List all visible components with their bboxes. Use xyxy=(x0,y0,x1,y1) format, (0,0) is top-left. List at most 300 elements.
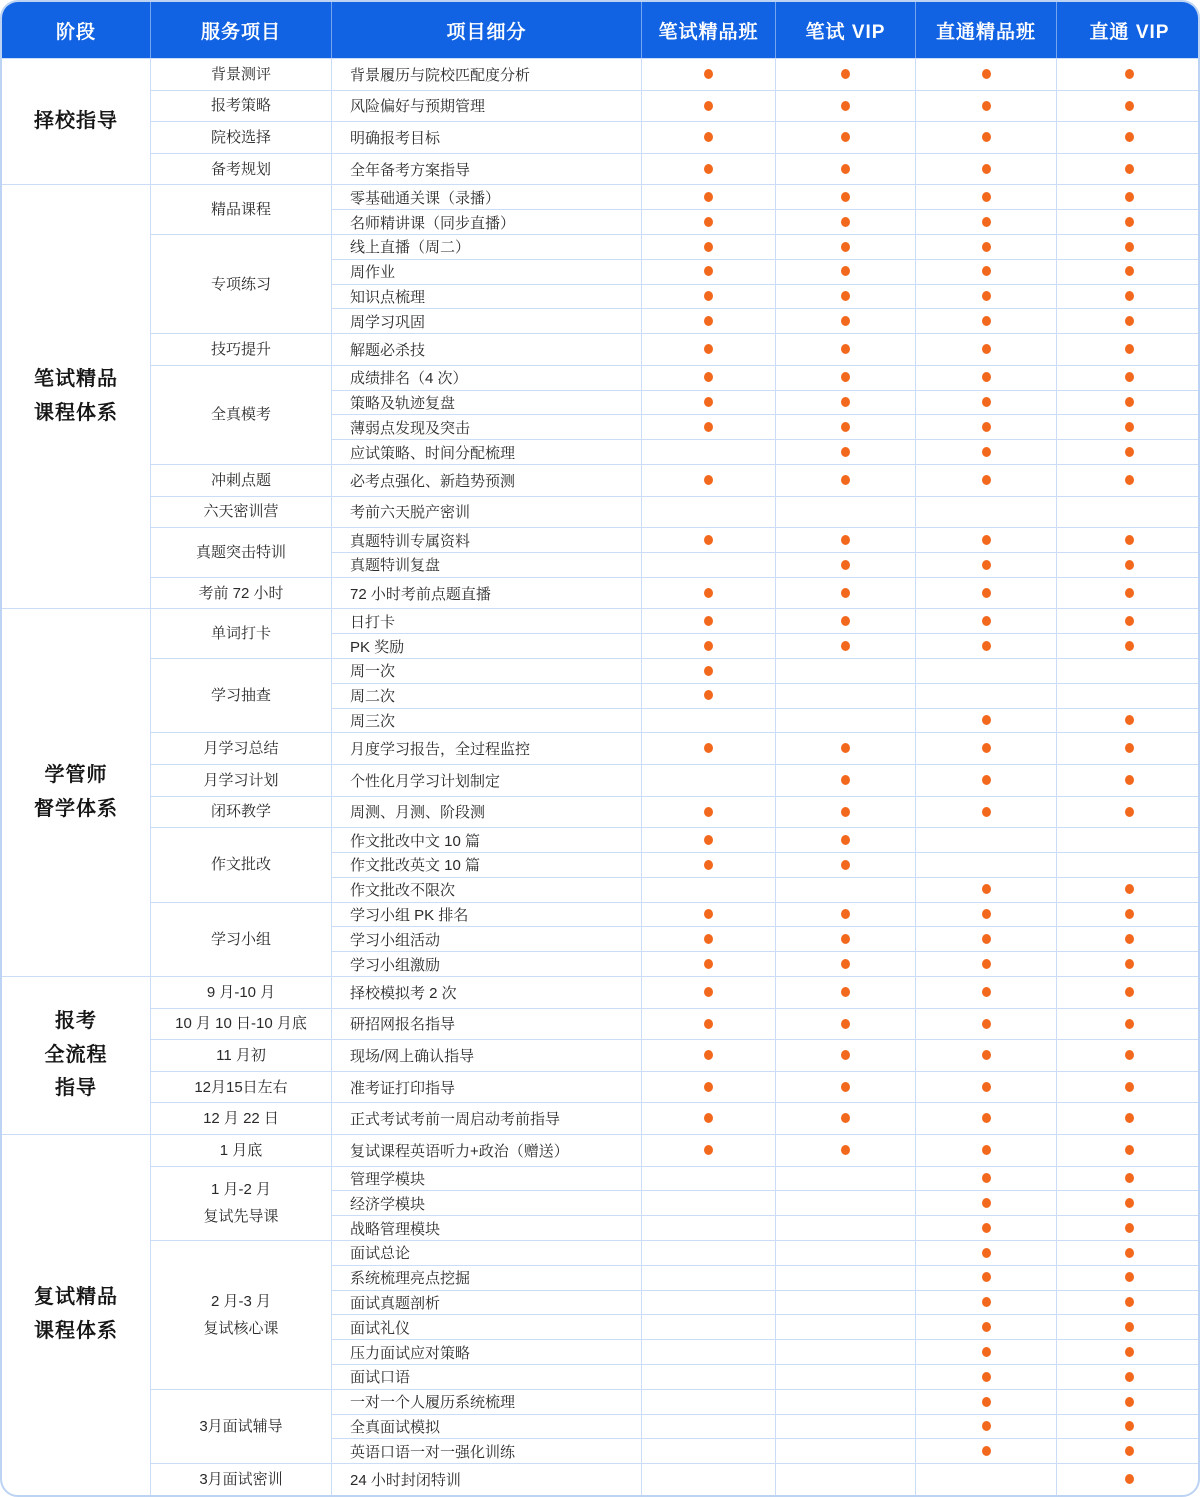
plan-mark-cell xyxy=(915,184,1056,209)
included-dot-icon xyxy=(982,372,991,382)
included-dot-icon xyxy=(1125,1297,1134,1307)
included-dot-icon xyxy=(841,616,850,626)
plan-mark-cell xyxy=(1056,827,1200,852)
included-dot-icon xyxy=(1125,1145,1134,1155)
included-dot-icon xyxy=(841,372,850,382)
plan-mark-cell xyxy=(641,976,775,1008)
plan-mark-cell xyxy=(641,1364,775,1389)
plan-mark-cell xyxy=(775,708,915,733)
included-dot-icon xyxy=(704,1113,713,1123)
plan-mark-cell xyxy=(641,877,775,902)
stage-label-line: 择校指导 xyxy=(34,109,118,132)
plan-mark-cell xyxy=(915,1389,1056,1414)
plan-mark-cell xyxy=(1056,308,1200,333)
plan-mark-cell xyxy=(775,184,915,209)
plan-mark-cell xyxy=(915,209,1056,234)
included-dot-icon xyxy=(841,164,850,174)
plan-mark-cell xyxy=(1056,1215,1200,1240)
included-dot-icon xyxy=(982,1322,991,1332)
plan-mark-cell xyxy=(775,796,915,828)
item-detail-cell: 必考点强化、新趋势预测 xyxy=(331,464,641,496)
table-row xyxy=(2,121,1200,153)
table-row xyxy=(2,234,1200,259)
table-row xyxy=(2,658,1200,683)
plan-mark-cell xyxy=(1056,209,1200,234)
included-dot-icon xyxy=(841,860,850,870)
table-row xyxy=(2,827,1200,852)
plan-mark-cell xyxy=(1056,1290,1200,1315)
included-dot-icon xyxy=(841,1050,850,1060)
included-dot-icon xyxy=(704,807,713,817)
plan-mark-cell xyxy=(1056,577,1200,609)
item-detail-cell: 日打卡 xyxy=(331,608,641,633)
plan-mark-cell xyxy=(1056,1438,1200,1463)
plan-mark-cell xyxy=(915,464,1056,496)
plan-mark-cell xyxy=(915,708,1056,733)
item-detail-cell: 系统梳理亮点挖掘 xyxy=(331,1265,641,1290)
included-dot-icon xyxy=(704,69,713,79)
plan-mark-cell xyxy=(915,902,1056,927)
table-row xyxy=(2,1039,1200,1071)
stage-label-line: 课程体系 xyxy=(34,401,118,424)
included-dot-icon xyxy=(704,266,713,276)
service-item-label-line: 考前 72 小时 xyxy=(198,584,284,602)
included-dot-icon xyxy=(841,101,850,111)
plan-mark-cell xyxy=(641,464,775,496)
item-detail-cell: 解题必杀技 xyxy=(331,333,641,365)
included-dot-icon xyxy=(1125,616,1134,626)
included-dot-icon xyxy=(982,69,991,79)
item-detail-cell: 复试课程英语听力+政治（赠送） xyxy=(331,1134,641,1166)
plan-mark-cell xyxy=(641,633,775,658)
included-dot-icon xyxy=(982,242,991,252)
plan-mark-cell xyxy=(915,852,1056,877)
plan-mark-cell xyxy=(775,577,915,609)
plan-mark-cell xyxy=(775,1134,915,1166)
service-item-label-line: 报考策略 xyxy=(210,97,271,115)
item-detail-cell: 作文批改中文 10 篇 xyxy=(331,827,641,852)
plan-mark-cell xyxy=(915,259,1056,284)
service-item-cell xyxy=(150,365,331,464)
included-dot-icon xyxy=(704,101,713,111)
plan-mark-cell xyxy=(1056,552,1200,577)
service-item-label-line: 3月面试密训 xyxy=(199,1471,283,1489)
plan-mark-cell xyxy=(641,1134,775,1166)
included-dot-icon xyxy=(1125,1082,1134,1092)
included-dot-icon xyxy=(982,1248,991,1258)
included-dot-icon xyxy=(704,987,713,997)
service-item-label-line: 11 月初 xyxy=(216,1046,266,1064)
plan-mark-cell xyxy=(775,658,915,683)
included-dot-icon xyxy=(704,1082,713,1092)
plan-mark-cell xyxy=(641,439,775,464)
included-dot-icon xyxy=(1125,775,1134,785)
table-row xyxy=(2,902,1200,927)
item-detail-cell: 学习小组激励 xyxy=(331,951,641,976)
service-item-label-line: 真题突击特训 xyxy=(195,543,286,561)
item-detail-cell: 择校模拟考 2 次 xyxy=(331,976,641,1008)
included-dot-icon xyxy=(704,835,713,845)
item-detail-cell: 背景履历与院校匹配度分析 xyxy=(331,58,641,90)
plan-mark-cell xyxy=(1056,1190,1200,1215)
included-dot-icon xyxy=(1125,242,1134,252)
item-detail-cell: 压力面试应对策略 xyxy=(331,1339,641,1364)
stage-label-line: 报考 xyxy=(55,1010,97,1033)
plan-mark-cell xyxy=(1056,877,1200,902)
service-item-label-line: 备考规划 xyxy=(210,160,271,178)
plan-mark-cell xyxy=(1056,1071,1200,1103)
plan-mark-cell xyxy=(775,1389,915,1414)
stage-label-line: 督学体系 xyxy=(34,797,118,820)
service-item-label-line: 12 月 22 日 xyxy=(203,1110,279,1128)
plan-mark-cell xyxy=(915,796,1056,828)
service-item-cell xyxy=(150,902,331,976)
included-dot-icon xyxy=(982,1173,991,1183)
plan-mark-cell xyxy=(641,1463,775,1495)
plan-mark-cell xyxy=(641,1389,775,1414)
header-row xyxy=(2,2,1200,58)
item-detail-cell: 月度学习报告，全过程监控 xyxy=(331,732,641,764)
service-item-cell xyxy=(150,796,331,828)
included-dot-icon xyxy=(982,316,991,326)
included-dot-icon xyxy=(841,535,850,545)
plan-mark-cell xyxy=(641,390,775,415)
plan-mark-cell xyxy=(915,308,1056,333)
plan-mark-cell xyxy=(1056,796,1200,828)
item-detail-cell: 薄弱点发现及突击 xyxy=(331,414,641,439)
included-dot-icon xyxy=(1125,1198,1134,1208)
service-item-label-line: 1 月-2 月 xyxy=(210,1181,271,1199)
table-row xyxy=(2,496,1200,528)
included-dot-icon xyxy=(704,372,713,382)
item-detail-cell: 周三次 xyxy=(331,708,641,733)
included-dot-icon xyxy=(704,1050,713,1060)
stage-label-line: 指导 xyxy=(55,1077,97,1100)
item-detail-cell: 风险偏好与预期管理 xyxy=(331,90,641,122)
plan-mark-cell xyxy=(915,58,1056,90)
included-dot-icon xyxy=(1125,743,1134,753)
plan-mark-cell xyxy=(641,708,775,733)
service-item-cell xyxy=(150,608,331,658)
plan-mark-cell xyxy=(775,390,915,415)
included-dot-icon xyxy=(704,217,713,227)
col-header-stage: 阶段 xyxy=(2,2,150,58)
service-item-cell xyxy=(150,1008,331,1040)
plan-mark-cell xyxy=(1056,633,1200,658)
stage-cell xyxy=(2,976,150,1134)
service-item-label-line: 10 月 10 日-10 月底 xyxy=(175,1015,307,1033)
plan-mark-cell xyxy=(1056,1463,1200,1495)
service-item-label-line: 专项练习 xyxy=(210,275,271,293)
plan-mark-cell xyxy=(775,308,915,333)
table-row xyxy=(2,1463,1200,1495)
plan-mark-cell xyxy=(641,796,775,828)
plan-mark-cell xyxy=(775,153,915,185)
included-dot-icon xyxy=(982,535,991,545)
included-dot-icon xyxy=(982,560,991,570)
included-dot-icon xyxy=(704,860,713,870)
included-dot-icon xyxy=(982,807,991,817)
plan-mark-cell xyxy=(1056,1389,1200,1414)
service-item-cell xyxy=(150,333,331,365)
plan-mark-cell xyxy=(641,209,775,234)
plan-mark-cell xyxy=(641,577,775,609)
item-detail-cell: 周作业 xyxy=(331,259,641,284)
included-dot-icon xyxy=(1125,1397,1134,1407)
included-dot-icon xyxy=(982,715,991,725)
included-dot-icon xyxy=(1125,588,1134,598)
table-row xyxy=(2,1071,1200,1103)
plan-mark-cell xyxy=(775,1290,915,1315)
stage-label-line: 笔试精品 xyxy=(34,368,118,391)
plan-mark-cell xyxy=(775,439,915,464)
plan-mark-cell xyxy=(915,284,1056,309)
plan-mark-cell xyxy=(775,464,915,496)
service-item-cell xyxy=(150,1102,331,1134)
plan-mark-cell xyxy=(1056,1339,1200,1364)
item-detail-cell: 面试口语 xyxy=(331,1364,641,1389)
included-dot-icon xyxy=(704,588,713,598)
plan-mark-cell xyxy=(1056,259,1200,284)
plan-mark-cell xyxy=(641,1008,775,1040)
table-row xyxy=(2,184,1200,209)
included-dot-icon xyxy=(704,192,713,202)
service-item-cell xyxy=(150,658,331,732)
plan-mark-cell xyxy=(775,90,915,122)
included-dot-icon xyxy=(841,1082,850,1092)
included-dot-icon xyxy=(982,266,991,276)
plan-mark-cell xyxy=(1056,1364,1200,1389)
table-row xyxy=(2,1240,1200,1265)
included-dot-icon xyxy=(841,69,850,79)
included-dot-icon xyxy=(982,1113,991,1123)
plan-mark-cell xyxy=(775,1438,915,1463)
included-dot-icon xyxy=(704,666,713,676)
plan-mark-cell xyxy=(915,1008,1056,1040)
table-row xyxy=(2,90,1200,122)
plan-mark-cell xyxy=(641,234,775,259)
included-dot-icon xyxy=(704,1019,713,1029)
service-item-label-line: 闭环教学 xyxy=(210,803,271,821)
included-dot-icon xyxy=(982,291,991,301)
included-dot-icon xyxy=(704,641,713,651)
included-dot-icon xyxy=(841,192,850,202)
plan-mark-cell xyxy=(641,1339,775,1364)
plan-mark-cell xyxy=(915,926,1056,951)
included-dot-icon xyxy=(1125,217,1134,227)
service-item-cell xyxy=(150,1134,331,1166)
col-header-written-premium: 笔试精品班 xyxy=(641,2,775,58)
item-detail-cell: 线上直播（周二） xyxy=(331,234,641,259)
plan-mark-cell xyxy=(775,732,915,764)
included-dot-icon xyxy=(982,934,991,944)
plan-mark-cell xyxy=(641,1190,775,1215)
included-dot-icon xyxy=(704,535,713,545)
service-item-cell xyxy=(150,184,331,234)
service-item-cell xyxy=(150,496,331,528)
plan-mark-cell xyxy=(641,496,775,528)
item-detail-cell: 零基础通关课（录播） xyxy=(331,184,641,209)
plan-mark-cell xyxy=(1056,234,1200,259)
plan-mark-cell xyxy=(641,58,775,90)
included-dot-icon xyxy=(841,132,850,142)
included-dot-icon xyxy=(1125,1474,1134,1484)
service-item-label-line: 冲刺点题 xyxy=(210,471,271,489)
table-row xyxy=(2,1102,1200,1134)
service-item-label-line: 全真模考 xyxy=(210,406,271,424)
included-dot-icon xyxy=(1125,535,1134,545)
plan-mark-cell xyxy=(775,608,915,633)
stage-label-line: 课程体系 xyxy=(34,1319,118,1342)
plan-mark-cell xyxy=(915,608,1056,633)
table-row xyxy=(2,527,1200,552)
plan-mark-cell xyxy=(915,877,1056,902)
service-item-label-line: 3月面试辅导 xyxy=(199,1418,283,1436)
plan-mark-cell xyxy=(641,527,775,552)
included-dot-icon xyxy=(704,690,713,700)
item-detail-cell: 72 小时考前点题直播 xyxy=(331,577,641,609)
included-dot-icon xyxy=(1125,1446,1134,1456)
item-detail-cell: 真题特训复盘 xyxy=(331,552,641,577)
plan-mark-cell xyxy=(1056,1314,1200,1339)
included-dot-icon xyxy=(1125,560,1134,570)
plan-mark-cell xyxy=(1056,1166,1200,1191)
included-dot-icon xyxy=(841,1113,850,1123)
plan-mark-cell xyxy=(641,658,775,683)
plan-mark-cell xyxy=(915,1290,1056,1315)
plan-mark-cell xyxy=(915,1240,1056,1265)
included-dot-icon xyxy=(704,934,713,944)
plan-mark-cell xyxy=(915,365,1056,390)
plan-mark-cell xyxy=(641,1438,775,1463)
included-dot-icon xyxy=(982,641,991,651)
item-detail-cell: 知识点梳理 xyxy=(331,284,641,309)
plan-mark-cell xyxy=(775,333,915,365)
plan-mark-cell xyxy=(1056,1039,1200,1071)
item-detail-cell: 全真面试模拟 xyxy=(331,1414,641,1439)
included-dot-icon xyxy=(1125,641,1134,651)
included-dot-icon xyxy=(841,987,850,997)
table-row xyxy=(2,577,1200,609)
included-dot-icon xyxy=(1125,1272,1134,1282)
plan-mark-cell xyxy=(915,234,1056,259)
included-dot-icon xyxy=(1125,1372,1134,1382)
plan-mark-cell xyxy=(775,683,915,708)
plan-mark-cell xyxy=(1056,390,1200,415)
service-item-cell xyxy=(150,1039,331,1071)
included-dot-icon xyxy=(704,616,713,626)
included-dot-icon xyxy=(704,743,713,753)
plan-mark-cell xyxy=(775,877,915,902)
included-dot-icon xyxy=(841,217,850,227)
included-dot-icon xyxy=(841,422,850,432)
plan-mark-cell xyxy=(775,1240,915,1265)
plan-mark-cell xyxy=(915,153,1056,185)
plan-mark-cell xyxy=(775,527,915,552)
included-dot-icon xyxy=(982,447,991,457)
service-item-cell xyxy=(150,732,331,764)
included-dot-icon xyxy=(704,422,713,432)
plan-mark-cell xyxy=(641,90,775,122)
included-dot-icon xyxy=(841,447,850,457)
included-dot-icon xyxy=(982,909,991,919)
item-detail-cell: 经济学模块 xyxy=(331,1190,641,1215)
plan-mark-cell xyxy=(1056,951,1200,976)
plan-mark-cell xyxy=(641,284,775,309)
plan-mark-cell xyxy=(641,764,775,796)
item-detail-cell: 作文批改英文 10 篇 xyxy=(331,852,641,877)
plan-mark-cell xyxy=(775,633,915,658)
item-detail-cell: 学习小组 PK 排名 xyxy=(331,902,641,927)
included-dot-icon xyxy=(982,1347,991,1357)
item-detail-cell: 周测、月测、阶段测 xyxy=(331,796,641,828)
included-dot-icon xyxy=(841,291,850,301)
service-item-cell xyxy=(150,90,331,122)
included-dot-icon xyxy=(1125,807,1134,817)
included-dot-icon xyxy=(1125,447,1134,457)
plan-mark-cell xyxy=(641,552,775,577)
plan-mark-cell xyxy=(641,1102,775,1134)
service-item-cell xyxy=(150,527,331,577)
plan-mark-cell xyxy=(1056,852,1200,877)
plan-mark-cell xyxy=(641,683,775,708)
plan-mark-cell xyxy=(775,902,915,927)
included-dot-icon xyxy=(704,909,713,919)
plan-mark-cell xyxy=(915,90,1056,122)
stage-label-line: 学管师 xyxy=(44,764,108,787)
service-item-cell xyxy=(150,1166,331,1240)
included-dot-icon xyxy=(982,1272,991,1282)
included-dot-icon xyxy=(704,291,713,301)
service-item-cell xyxy=(150,234,331,333)
included-dot-icon xyxy=(982,344,991,354)
table-header xyxy=(2,2,1200,58)
table-row xyxy=(2,1134,1200,1166)
col-header-written-vip: 笔试 VIP xyxy=(775,2,915,58)
included-dot-icon xyxy=(982,217,991,227)
included-dot-icon xyxy=(704,959,713,969)
plan-mark-cell xyxy=(775,496,915,528)
service-item-label-line: 复试先导课 xyxy=(203,1208,279,1226)
service-item-label-line: 背景测评 xyxy=(210,65,271,83)
plan-mark-cell xyxy=(915,390,1056,415)
included-dot-icon xyxy=(841,242,850,252)
included-dot-icon xyxy=(982,1372,991,1382)
service-item-cell xyxy=(150,121,331,153)
plan-mark-cell xyxy=(1056,121,1200,153)
service-item-label-line: 复试核心课 xyxy=(203,1319,279,1337)
included-dot-icon xyxy=(704,164,713,174)
included-dot-icon xyxy=(841,316,850,326)
included-dot-icon xyxy=(704,344,713,354)
stage-label-line: 复试精品 xyxy=(34,1286,118,1309)
plan-mark-cell xyxy=(641,308,775,333)
plan-mark-cell xyxy=(641,333,775,365)
item-detail-cell: 一对一个人履历系统梳理 xyxy=(331,1389,641,1414)
included-dot-icon xyxy=(1125,884,1134,894)
item-detail-cell: 研招网报名指导 xyxy=(331,1008,641,1040)
service-item-label-line: 12月15日左右 xyxy=(194,1078,288,1096)
plan-mark-cell xyxy=(915,414,1056,439)
table-row xyxy=(2,464,1200,496)
plan-mark-cell xyxy=(915,1265,1056,1290)
included-dot-icon xyxy=(704,397,713,407)
table-row xyxy=(2,58,1200,90)
plan-mark-cell xyxy=(775,1265,915,1290)
plan-mark-cell xyxy=(641,732,775,764)
included-dot-icon xyxy=(1125,397,1134,407)
plan-mark-cell xyxy=(915,1071,1056,1103)
